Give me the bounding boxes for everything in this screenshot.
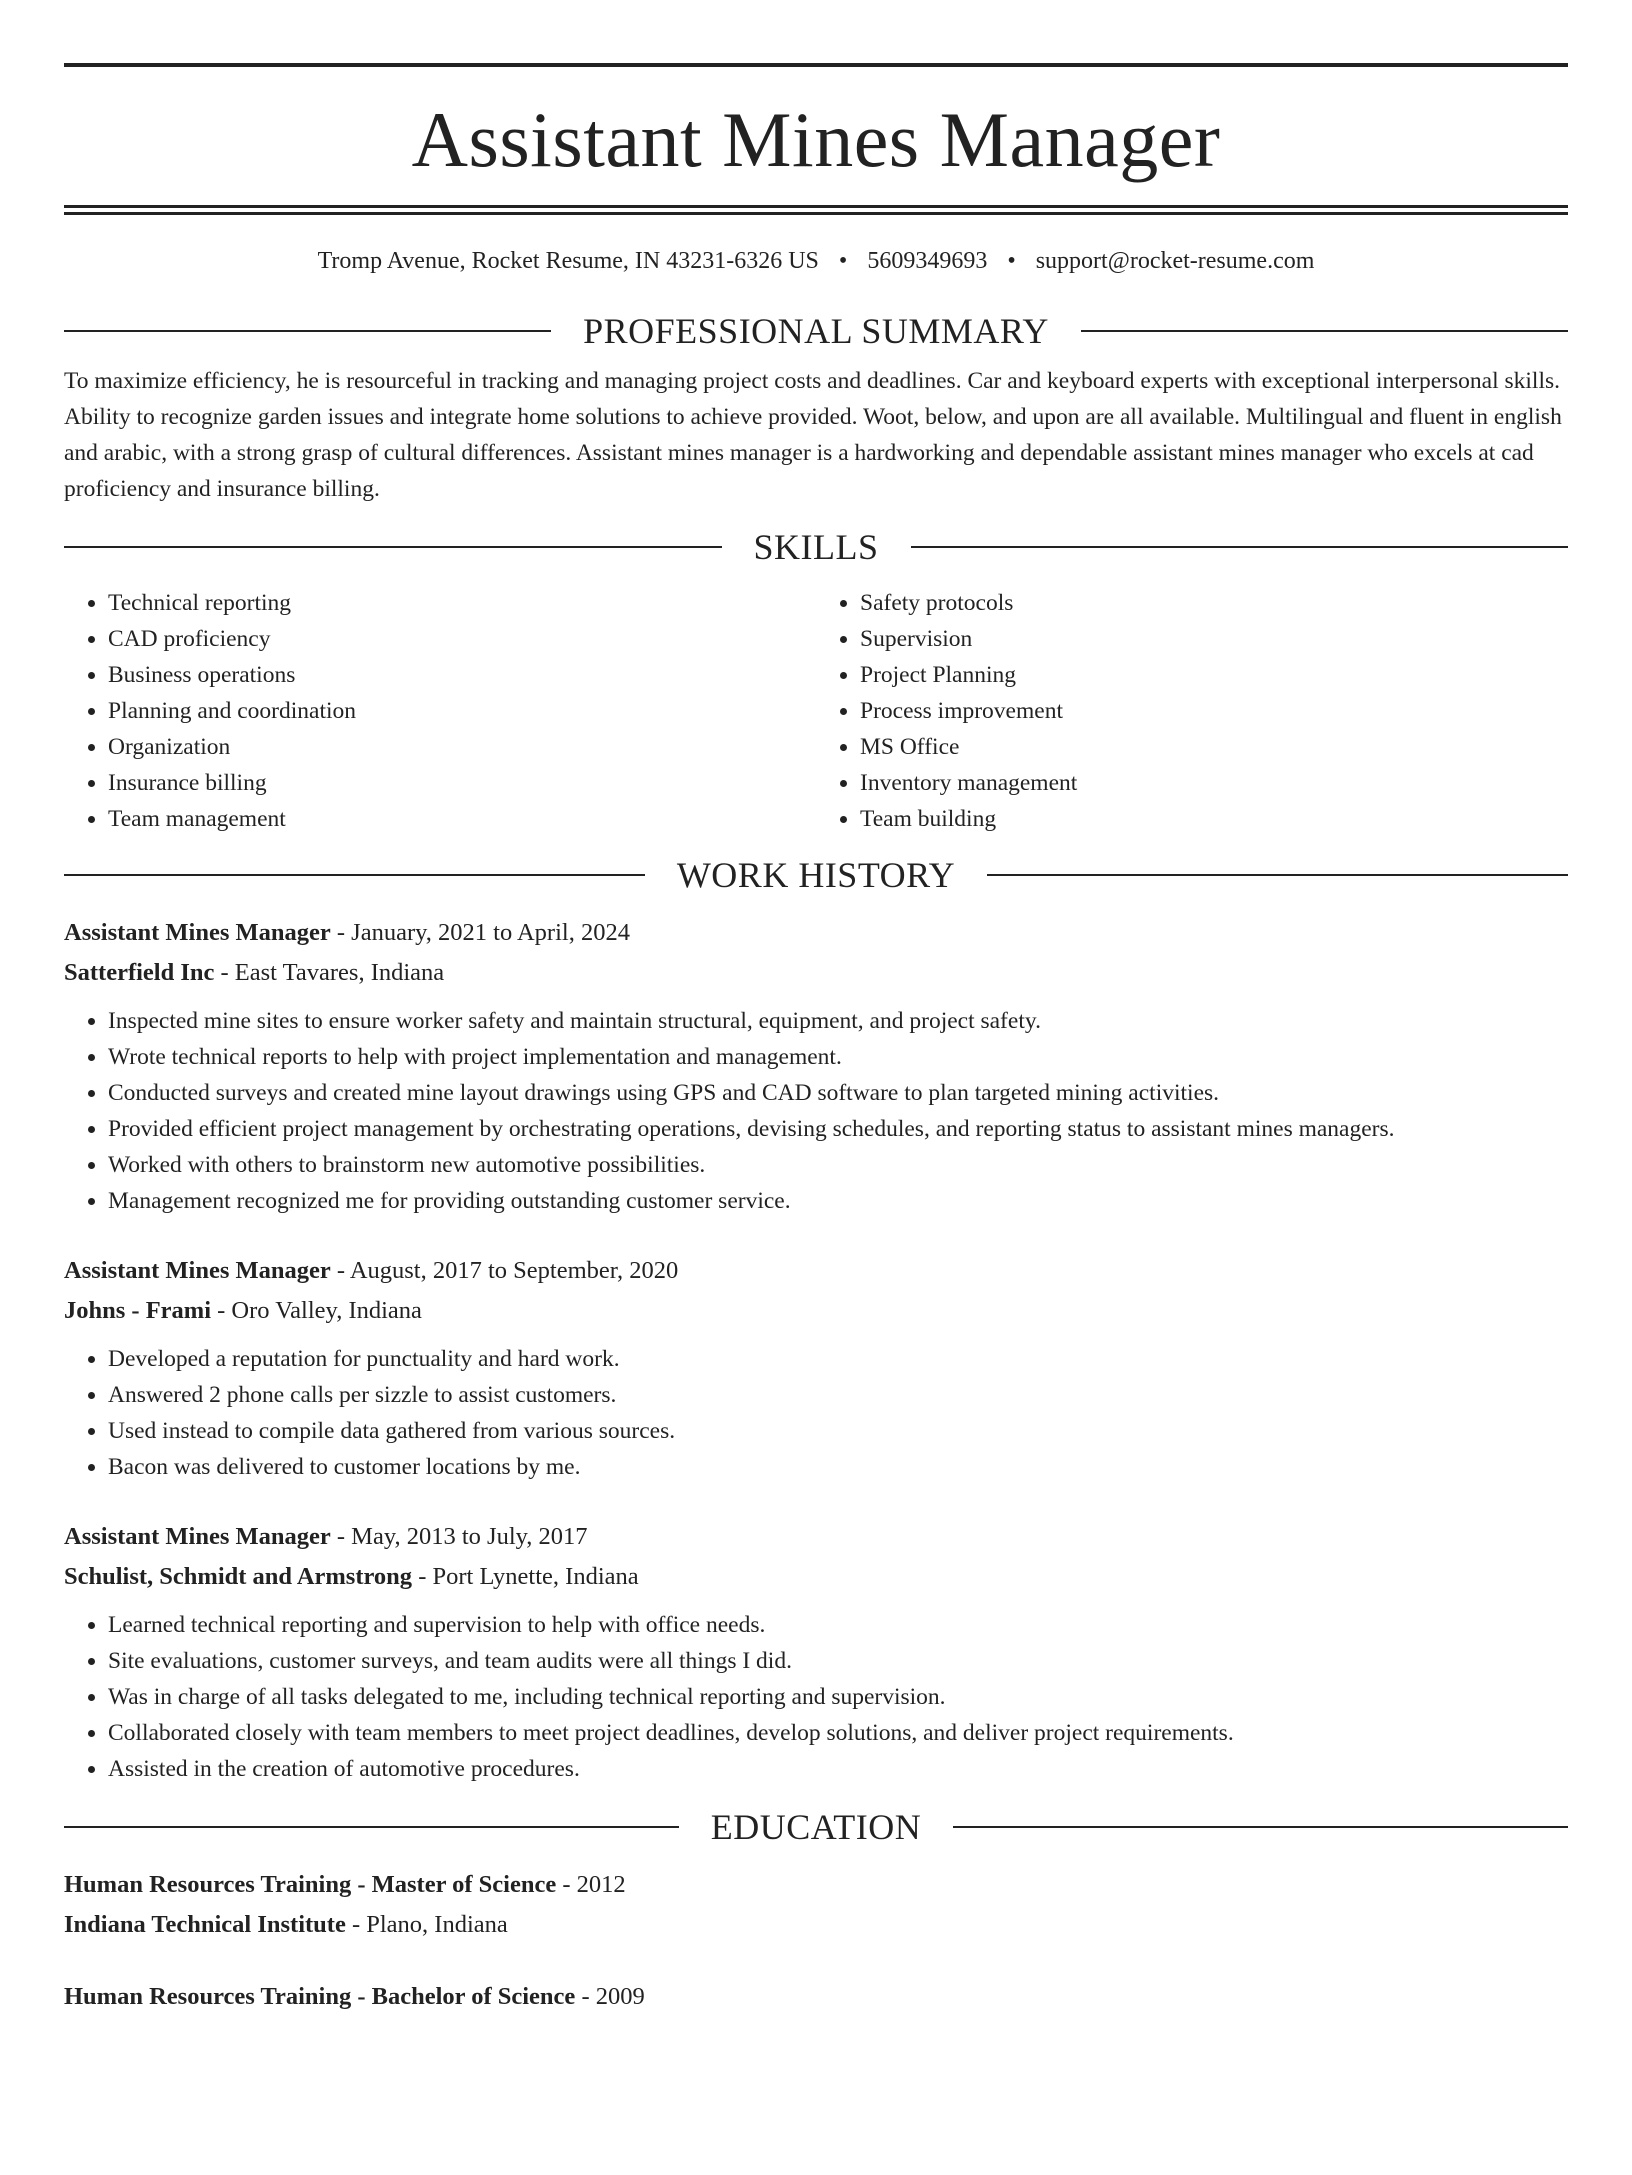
job-dates: - January, 2021 to April, 2024: [330, 919, 630, 946]
heading-rule: [64, 330, 551, 332]
resume-page: [0, 63, 1632, 2175]
contact-separator: •: [1007, 248, 1016, 274]
job-title-line: [64, 1251, 1568, 1291]
job-entry: [64, 1251, 1568, 1485]
job-entry: [64, 913, 1568, 1219]
job-entry: [64, 1517, 1568, 1787]
job-bullet: • Conducted surveys and created mine layout drawings using GPS and CAD software to plan targeted mining activities.: [108, 1075, 1568, 1111]
job-bullets: [64, 1607, 1568, 1787]
job-bullet: • Used instead to compile data gathered from various sources.: [108, 1413, 1568, 1449]
job-title-line: [64, 1517, 1568, 1557]
education-degree: Human Resources Training - Master of Science: [64, 1871, 557, 1898]
skills-list: [64, 585, 1568, 837]
skills-title: SKILLS: [753, 527, 879, 567]
job-bullet: • Answered 2 phone calls per sizzle to assist customers.: [108, 1377, 1568, 1413]
job-location: - East Tavares, Indiana: [214, 959, 445, 986]
skills-column-left: [64, 585, 816, 837]
education-degree-line: [64, 1865, 1568, 1905]
name-double-rule: [64, 205, 1568, 215]
job-bullet: • Site evaluations, customer surveys, and team audits were all things I did.: [108, 1643, 1568, 1679]
job-bullet: • Collaborated closely with team members to meet project deadlines, develop solutions, and deliver project requirements.: [108, 1715, 1568, 1751]
contact-separator: •: [838, 248, 848, 274]
summary-title: PROFESSIONAL SUMMARY: [583, 311, 1049, 351]
skill-item: • CAD proficiency: [108, 621, 816, 657]
education-year: - 2009: [575, 1983, 645, 2010]
skill-item: • Insurance billing: [108, 765, 816, 801]
education-title: EDUCATION: [710, 1807, 922, 1847]
top-rule: [64, 63, 1568, 67]
skill-item: • Technical reporting: [108, 585, 816, 621]
heading-rule: [953, 1826, 1568, 1828]
skill-item: • Team building: [860, 801, 1568, 837]
skill-item: • Organization: [108, 729, 816, 765]
skill-item: • Team management: [108, 801, 816, 837]
job-bullet: • Management recognized me for providing outstanding customer service.: [108, 1183, 1568, 1219]
education-degree: Human Resources Training - Bachelor of Science: [64, 1983, 576, 2010]
education-school-line: [64, 1905, 1568, 1945]
job-title: Assistant Mines Manager: [64, 919, 331, 946]
contact-phone: 5609349693: [867, 248, 988, 274]
skill-item: • Project Planning: [860, 657, 1568, 693]
heading-rule: [64, 546, 722, 548]
job-bullets: [64, 1003, 1568, 1219]
job-company: Johns - Frami: [64, 1297, 211, 1324]
job-dates: - May, 2013 to July, 2017: [330, 1523, 588, 1550]
skill-item: • Inventory management: [860, 765, 1568, 801]
work-title: WORK HISTORY: [676, 855, 956, 895]
job-bullet: • Inspected mine sites to ensure worker safety and maintain structural, equipment, and project safety.: [108, 1003, 1568, 1039]
education-school: Indiana Technical Institute: [64, 1911, 346, 1938]
job-bullet: • Was in charge of all tasks delegated to me, including technical reporting and supervision.: [108, 1679, 1568, 1715]
job-location: - Port Lynette, Indiana: [412, 1563, 639, 1590]
job-bullet: • Learned technical reporting and supervision to help with office needs.: [108, 1607, 1568, 1643]
skills-column-right: [816, 585, 1568, 837]
job-company-line: [64, 1557, 1568, 1597]
job-bullet: • Wrote technical reports to help with project implementation and management.: [108, 1039, 1568, 1075]
education-entry: [64, 1865, 1568, 1945]
education-section-heading: [64, 1807, 1568, 1847]
job-bullet: • Developed a reputation for punctuality and hard work.: [108, 1341, 1568, 1377]
education-degree-line: [64, 1977, 1568, 2017]
work-section-heading: [64, 855, 1568, 895]
heading-rule: [64, 1826, 679, 1828]
skill-item: • Process improvement: [860, 693, 1568, 729]
education-location: - Plano, Indiana: [345, 1911, 508, 1938]
heading-rule: [1081, 330, 1568, 332]
job-location: - Oro Valley, Indiana: [211, 1297, 422, 1324]
job-bullet: • Provided efficient project management by orchestrating operations, devising schedules, and reporting status to assistant mines managers.: [108, 1111, 1568, 1147]
skill-item: • Planning and coordination: [108, 693, 816, 729]
job-title-line: [64, 913, 1568, 953]
job-company: Schulist, Schmidt and Armstrong: [64, 1563, 413, 1590]
summary-text: To maximize efficiency, he is resourceful in tracking and managing project costs and deadlines. Car and keyboard experts with exceptional interpersonal skills. Ability to recognize garden issues and integrate home solutions to achieve provided. Woot, below, and upon are all available. Multilingual and fluent in english and arabic, with a strong grasp of cultural differences. Assistant mines manager is a hardworking and dependable assistant mines manager who excels at cad proficiency and insurance billing.: [64, 368, 1562, 502]
job-title: Assistant Mines Manager: [64, 1257, 331, 1284]
job-bullet: • Bacon was delivered to customer locations by me.: [108, 1449, 1568, 1485]
skill-item: • Safety protocols: [860, 585, 1568, 621]
education-list: [64, 1865, 1568, 2017]
job-title: Assistant Mines Manager: [64, 1523, 331, 1550]
job-company: Satterfield Inc: [64, 959, 215, 986]
skill-item: • MS Office: [860, 729, 1568, 765]
heading-rule: [987, 874, 1568, 876]
job-company-line: [64, 1291, 1568, 1331]
education-entry: [64, 1977, 1568, 2017]
heading-rule: [911, 546, 1569, 548]
heading-rule: [64, 874, 645, 876]
contact-line: [64, 249, 1568, 275]
job-dates: - August, 2017 to September, 2020: [330, 1257, 679, 1284]
summary-section-heading: [64, 311, 1568, 351]
skills-section-heading: [64, 527, 1568, 567]
contact-address: Tromp Avenue, Rocket Resume, IN 43231-6326 US: [317, 248, 819, 274]
skill-item: • Business operations: [108, 657, 816, 693]
contact-email: support@rocket-resume.com: [1035, 248, 1315, 274]
work-history: [64, 913, 1568, 1787]
job-bullet: • Worked with others to brainstorm new automotive possibilities.: [108, 1147, 1568, 1183]
resume-name: Assistant Mines Manager: [411, 96, 1221, 183]
job-bullet: • Assisted in the creation of automotive procedures.: [108, 1751, 1568, 1787]
job-company-line: [64, 953, 1568, 993]
education-year: - 2012: [556, 1871, 626, 1898]
skill-item: • Supervision: [860, 621, 1568, 657]
job-bullets: [64, 1341, 1568, 1485]
